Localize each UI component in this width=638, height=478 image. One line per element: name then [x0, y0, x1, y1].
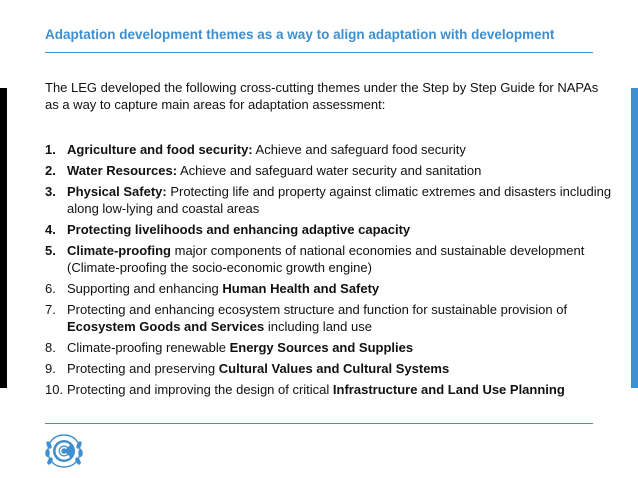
- item-bold: Energy Sources and Supplies: [229, 340, 414, 355]
- themes-list: [45, 141, 620, 402]
- item-number: 3.: [45, 184, 56, 199]
- item-number: 9.: [45, 361, 56, 376]
- item-number: 6.: [45, 281, 56, 296]
- item-plain: Protecting and preserving: [67, 361, 219, 376]
- list-item: [45, 221, 620, 238]
- slide-title: Adaptation development themes as a way to align adaptation with development: [45, 27, 555, 42]
- item-text: [67, 141, 620, 158]
- item-bold: Agriculture and food security:: [67, 142, 253, 157]
- item-number: 7.: [45, 302, 56, 317]
- list-item: [45, 301, 620, 335]
- item-bold: Ecosystem Goods and Services: [67, 319, 265, 334]
- item-text: [67, 381, 620, 398]
- item-number: 10.: [45, 382, 64, 397]
- list-item: [45, 183, 620, 217]
- item-bold: Human Health and Safety: [222, 281, 380, 296]
- item-text: [67, 360, 620, 377]
- item-bold: Protecting livelihoods and enhancing adaptive capacity: [67, 222, 411, 237]
- item-bold: Infrastructure and Land Use Planning: [332, 382, 565, 397]
- list-item: [45, 162, 620, 179]
- item-number: 5.: [45, 243, 56, 258]
- item-plain: Supporting and enhancing: [67, 281, 223, 296]
- item-plain: including land use: [264, 319, 372, 334]
- item-bold: Cultural Values and Cultural Systems: [218, 361, 450, 376]
- left-accent-bar: [0, 88, 7, 388]
- item-number: 4.: [45, 222, 56, 237]
- list-item: [45, 381, 620, 398]
- item-plain: Climate-proofing renewable: [67, 340, 230, 355]
- item-number: 2.: [45, 163, 56, 178]
- item-text: [67, 301, 620, 335]
- item-plain: Protecting and improving the design of critical: [67, 382, 333, 397]
- item-bold: Water Resources:: [67, 163, 178, 178]
- list-item: [45, 280, 620, 297]
- item-number: 8.: [45, 340, 56, 355]
- intro-paragraph: The LEG developed the following cross-cutting themes under the Step by Step Guide for NAPAs as a way to capture main areas for adaptation assessment:: [45, 80, 599, 112]
- list-item: [45, 141, 620, 158]
- footer-divider: [45, 423, 593, 424]
- item-text: [67, 242, 620, 276]
- list-item: [45, 360, 620, 377]
- list-item: [45, 339, 620, 356]
- item-text: [67, 162, 620, 179]
- item-bold: Physical Safety:: [67, 184, 167, 199]
- item-plain: Protecting and enhancing ecosystem structure and function for sustainable provision of: [67, 302, 568, 317]
- item-number: 1.: [45, 142, 56, 157]
- item-plain: Achieve and safeguard food security: [252, 142, 466, 157]
- item-plain: Protecting life and property against climatic extremes and disasters including along low-lying and coastal areas: [67, 184, 612, 216]
- item-text: [67, 221, 620, 238]
- item-text: [67, 280, 620, 297]
- item-text: [67, 183, 620, 217]
- list-item: [45, 242, 620, 276]
- unfccc-logo-icon: [43, 431, 85, 471]
- item-plain: major components of national economies and sustainable development (Climate-proofing the socio-economic growth engine): [67, 243, 585, 275]
- item-plain: Achieve and safeguard water security and sanitation: [177, 163, 482, 178]
- right-accent-bar: [631, 88, 638, 388]
- title-divider: [45, 52, 593, 53]
- item-bold: Climate-proofing: [67, 243, 171, 258]
- item-text: [67, 339, 620, 356]
